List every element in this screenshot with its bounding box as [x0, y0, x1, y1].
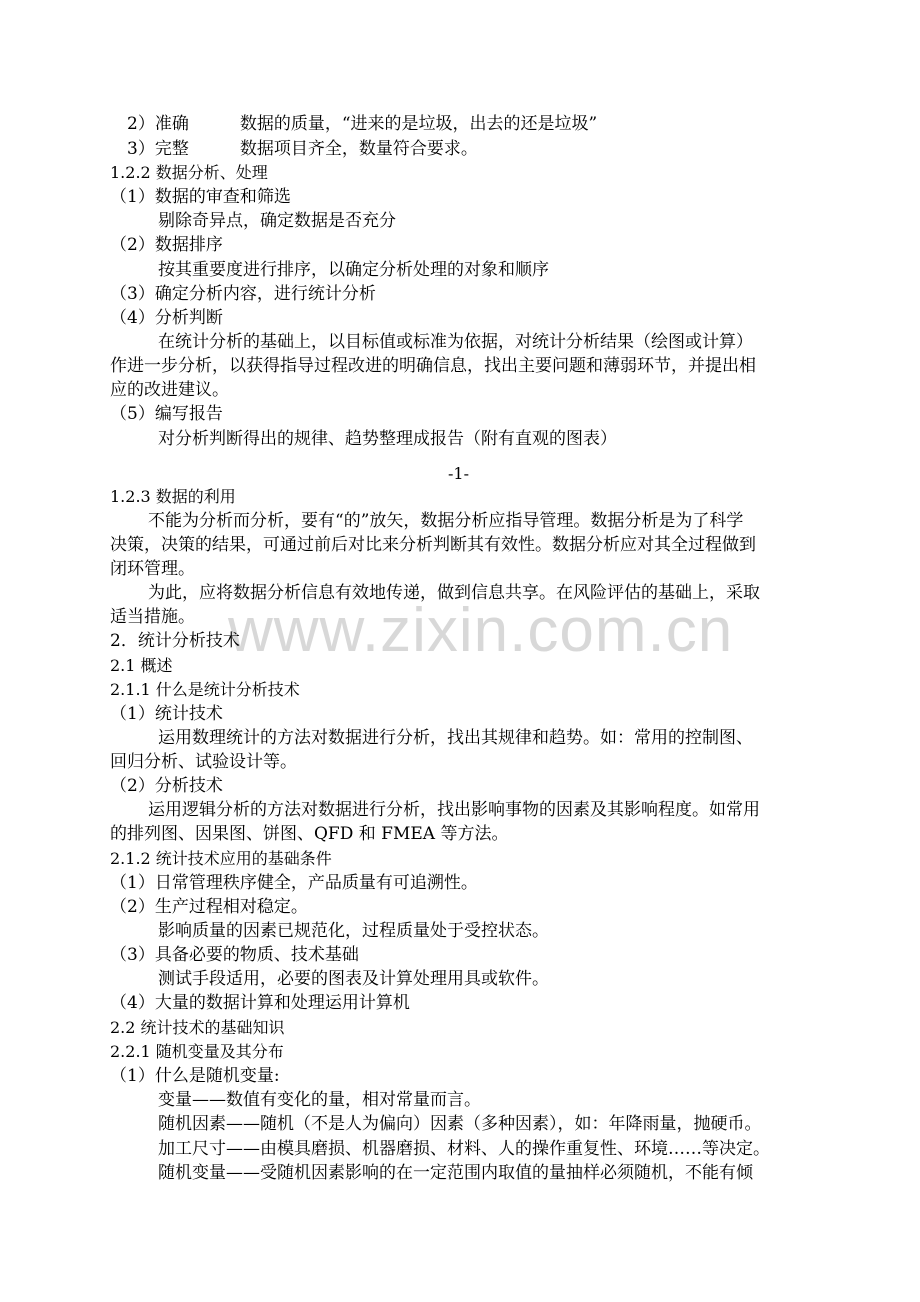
- text-line: 随机变量——受随机因素影响的在一定范围内取值的量抽样必须随机，不能有倾: [158, 1163, 753, 1183]
- text-line: 加工尺寸——由模具磨损、机器磨损、材料、人的操作重复性、环境……等决定。: [158, 1139, 770, 1159]
- text-line: （2）数据排序: [110, 235, 223, 255]
- text-line: 对分析判断得出的规律、趋势整理成报告（附有直观的图表）: [158, 429, 617, 449]
- text-line: （5）编写报告: [110, 404, 223, 424]
- text-line: （4）大量的数据计算和处理运用计算机: [110, 993, 410, 1013]
- text-line: 的排列图、因果图、饼图、QFD 和 FMEA 等方法。: [110, 824, 509, 844]
- section-heading: 2.1.2 统计技术应用的基础条件: [110, 849, 332, 868]
- section-heading: 2.1 概述: [110, 656, 173, 675]
- text-line: 应的改进建议。: [110, 380, 229, 400]
- text-line: （1）什么是随机变量:: [110, 1066, 280, 1086]
- text-line: 在统计分析的基础上，以目标值或标准为依据，对统计分析结果（绘图或计算）: [158, 332, 753, 352]
- text-line: 变量——数值有变化的量，相对常量而言。: [158, 1090, 481, 1110]
- text-line: 测试手段适用，必要的图表及计算处理用具或软件。: [158, 969, 549, 989]
- text-line: 剔除奇异点，确定数据是否充分: [158, 211, 396, 231]
- page-number: -1-: [448, 464, 469, 483]
- text-line: 闭环管理。: [110, 559, 195, 579]
- section-heading: 2.2 统计技术的基础知识: [110, 1018, 285, 1037]
- text-line: 适当措施。: [110, 607, 195, 627]
- text-line: 回归分析、试验设计等。: [110, 752, 297, 772]
- section-heading: 2.1.1 什么是统计分析技术: [110, 680, 300, 699]
- text-line: （1）数据的审查和筛选: [110, 187, 291, 207]
- text-line: 作进一步分析，以获得指导过程改进的明确信息，找出主要问题和薄弱环节，并提出相: [110, 356, 756, 376]
- text-line: （2）生产过程相对稳定。: [110, 897, 308, 917]
- text-line: 不能为分析而分析，要有“的”放矢，数据分析应指导管理。数据分析是为了科学: [148, 511, 744, 531]
- text-line: 2）准确 数据的质量，“进来的是垃圾，出去的还是垃圾”: [127, 114, 598, 134]
- text-line: 影响质量的因素已规范化，过程质量处于受控状态。: [158, 921, 549, 941]
- text-line: 运用数理统计的方法对数据进行分析，找出其规律和趋势。如：常用的控制图、: [158, 728, 753, 748]
- text-line: （4）分析判断: [110, 308, 223, 328]
- text-line: 随机因素——随机（不是人为偏向）因素（多种因素），如：年降雨量，抛硬币。: [158, 1114, 762, 1134]
- text-line: （1）日常管理秩序健全，产品质量有可追溯性。: [110, 873, 478, 893]
- text-line: 决策，决策的结果，可通过前后对比来分析判断其有效性。数据分析应对其全过程做到: [110, 535, 756, 555]
- section-heading: 2.2.1 随机变量及其分布: [110, 1042, 284, 1061]
- watermark: www.zixin.com.cn: [228, 596, 734, 665]
- text-line: （3）确定分析内容，进行统计分析: [110, 284, 376, 304]
- text-line: （2）分析技术: [110, 776, 223, 796]
- section-heading: 1.2.3 数据的利用: [110, 487, 236, 506]
- text-line: 运用逻辑分析的方法对数据进行分析，找出影响事物的因素及其影响程度。如常用: [148, 800, 760, 820]
- text-line: （1）统计技术: [110, 704, 223, 724]
- text-line: 按其重要度进行排序，以确定分析处理的对象和顺序: [158, 260, 549, 280]
- section-heading: 1.2.2 数据分析、处理: [110, 163, 268, 182]
- section-heading: 2．统计分析技术: [110, 631, 240, 651]
- text-line: （3）具备必要的物质、技术基础: [110, 945, 359, 965]
- text-line: 3）完整 数据项目齐全，数量符合要求。: [127, 139, 478, 159]
- text-line: 为此，应将数据分析信息有效地传递，做到信息共享。在风险评估的基础上，采取: [148, 583, 760, 603]
